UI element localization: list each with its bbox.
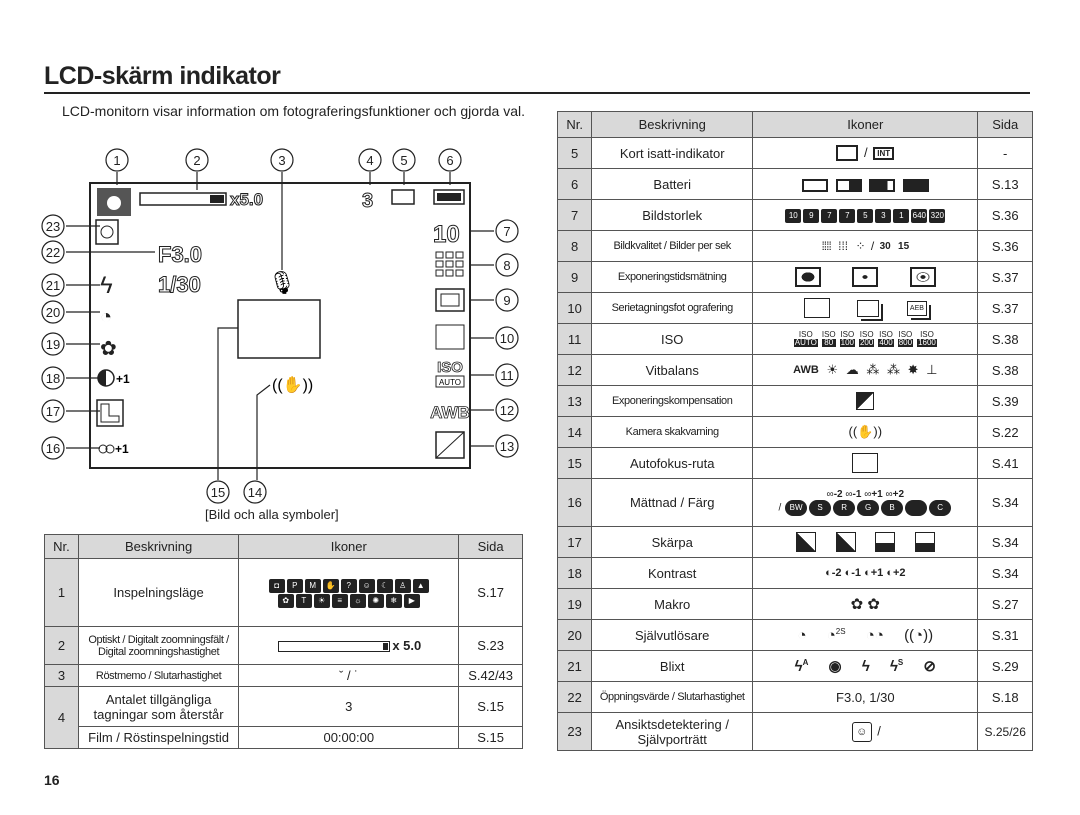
macro-icon: ✿	[100, 338, 117, 360]
fluorescent-h-icon: ⁂	[866, 362, 880, 378]
callout-9: 9	[503, 293, 511, 308]
lcd-iso: ISO	[437, 359, 463, 376]
program-mode-icon: P	[287, 579, 303, 593]
sharpness-vivid-icon	[915, 532, 935, 552]
figure-caption: [Bild och alla symboler]	[205, 507, 339, 522]
af-frame	[238, 300, 320, 358]
row-desc: Blixt	[592, 651, 753, 682]
flash-slow-icon: $ϟ^S$	[889, 658, 904, 675]
size-9m-icon: 9	[803, 209, 819, 223]
fine-icon: ⁞⁞⁞	[838, 239, 849, 254]
photo-help-icon: ?	[341, 579, 357, 593]
contrast-plus1-icon: ◐+1	[864, 567, 884, 579]
table-row	[558, 558, 1033, 589]
color-negative-icon	[905, 500, 927, 516]
row-page: S.22	[978, 417, 1033, 448]
color-bw-icon: BW	[785, 500, 807, 516]
iso-80-icon: ISO 80	[821, 330, 836, 348]
table-row	[558, 479, 1033, 527]
super-fine-icon: ⁞⁞⁞⁞	[821, 239, 831, 254]
row-page: S.37	[978, 262, 1033, 293]
callout-5: 5	[400, 153, 408, 168]
metering-icons	[753, 262, 978, 293]
sd-card-icon	[836, 145, 858, 161]
lcd-contrast: +1	[116, 372, 130, 386]
row-page: S.36	[978, 231, 1033, 262]
row-nr: 23	[558, 713, 592, 751]
row-page: S.36	[978, 200, 1033, 231]
battery-mid-icon	[836, 179, 862, 192]
callout-11: 11	[500, 368, 514, 383]
row-nr: 22	[558, 682, 592, 713]
aperture-shutter-value: F3.0, 1/30	[753, 682, 978, 713]
timer-2s-icon: ◔$^{2S}$	[826, 626, 846, 644]
contrast-minus1-icon: ◐-1	[844, 567, 862, 579]
person-icon: ♙	[395, 579, 411, 593]
metering-icon	[436, 289, 464, 311]
iso-1600-icon: ISO 1600	[918, 330, 936, 348]
battery-icons	[753, 169, 978, 200]
sharpness-icons	[753, 527, 978, 558]
row-desc: Kamera skakvarning	[592, 417, 753, 448]
row-page: S.15	[459, 687, 523, 727]
shake-warning-icon: ((✋))	[753, 417, 978, 448]
row-desc: Exponeringskompensation	[592, 386, 753, 417]
saturation-color-icons: ∞-2 ∞-1 ∞+1 ∞+2 / BW S R G B C	[753, 479, 978, 527]
normal-icon: ⁘	[855, 239, 866, 254]
color-green-icon: G	[857, 500, 879, 516]
row-desc: Optiskt / Digitalt zoomningsfält / Digital zoomningshastighet	[78, 627, 238, 665]
drive-mode-icons	[753, 293, 978, 324]
sunset-icon: ☀	[314, 594, 330, 608]
row-desc: Makro	[592, 589, 753, 620]
motion-timer-icon: ((◔))	[904, 626, 934, 644]
row-nr: 21	[558, 651, 592, 682]
row-page: S.23	[459, 627, 523, 665]
af-box-icon	[852, 453, 878, 473]
table-row	[45, 687, 523, 727]
size-7m-wide-icon: 7	[839, 209, 855, 223]
table-row	[45, 727, 523, 749]
macro-icon: ✿	[867, 596, 880, 613]
contrast-plus2-icon: ◐+2	[886, 567, 906, 579]
internal-memory-icon: INT	[873, 147, 894, 160]
contrast-half-icon	[98, 370, 106, 386]
page-title: LCD-skärm indikator	[44, 62, 281, 90]
row-page: S.37	[978, 293, 1033, 324]
flash-icons	[753, 651, 978, 682]
text-icon: T	[296, 594, 312, 608]
row-page: S.15	[459, 727, 523, 749]
row-nr: 19	[558, 589, 592, 620]
row-desc: Mättnad / Färg	[592, 479, 753, 527]
lcd-saturation: +1	[115, 442, 129, 456]
daylight-icon: ☀	[826, 362, 839, 378]
cloudy-icon: ☁	[845, 362, 859, 378]
beach-icon: ❄	[386, 594, 402, 608]
row-nr: 6	[558, 169, 592, 200]
self-timer-icon: ◔	[100, 306, 113, 328]
row-nr: 17	[558, 527, 592, 558]
camera-lens-icon	[107, 196, 121, 210]
sharpness-step-icon	[101, 404, 119, 422]
col-page: Sida	[459, 535, 523, 559]
zoom-indicator	[239, 627, 459, 665]
row-desc: Bildstorlek	[592, 200, 753, 231]
color-custom-icon: C	[929, 500, 951, 516]
ev-compensation-icon	[753, 386, 978, 417]
title-rule	[44, 92, 1030, 94]
auto-macro-icon: ✿	[850, 596, 864, 613]
row-nr: 12	[558, 355, 592, 386]
manual-mode-icon: M	[305, 579, 321, 593]
quality-icons: ⁞⁞⁞⁞ ⁞⁞⁞ ⁘ / 30 15	[753, 231, 978, 262]
row-desc: Serietagningsfot ografering	[592, 293, 753, 324]
row-page: S.27	[978, 589, 1033, 620]
backlight-icon: ☼	[350, 594, 366, 608]
row-desc: Film / Röstinspelningstid	[78, 727, 238, 749]
aeb-icon: AEB	[907, 301, 927, 316]
row-page: S.34	[978, 527, 1033, 558]
auto-mode-icon: ◘	[269, 579, 285, 593]
contrast-icons	[753, 558, 978, 589]
table-row	[558, 713, 1033, 751]
table-row	[558, 169, 1033, 200]
right-indicator-table	[557, 111, 1033, 751]
row-nr: 13	[558, 386, 592, 417]
row-nr: 11	[558, 324, 592, 355]
row-page: S.31	[978, 620, 1033, 651]
row-nr: 9	[558, 262, 592, 293]
memory-card-icons: / INT	[753, 138, 978, 169]
row-nr: 7	[558, 200, 592, 231]
row-page: -	[978, 138, 1033, 169]
iso-800-icon: ISO 800	[898, 330, 913, 348]
timer-10s-icon: ◔	[797, 626, 807, 644]
table-row	[558, 386, 1033, 417]
red-eye-icon: ◉	[828, 658, 842, 675]
table-row	[558, 293, 1033, 324]
voice-memo-icon: 🎙	[268, 270, 296, 295]
flash-auto-icon: $ϟ^A$	[794, 658, 809, 675]
row-nr: 1	[45, 559, 79, 627]
tungsten-icon: ✸	[907, 362, 919, 378]
callout-17: 17	[45, 404, 61, 419]
row-page: S.42/43	[459, 665, 523, 687]
callout-1: 1	[113, 153, 121, 168]
col-desc: Beskrivning	[592, 112, 753, 138]
callout-21: 21	[45, 278, 61, 293]
row-desc: Inspelningsläge	[78, 559, 238, 627]
contrast-minus2-icon: ◐-2	[825, 567, 842, 579]
spot-metering-icon	[852, 267, 878, 287]
table-row	[558, 527, 1033, 558]
dis-mode-icon: ✋	[323, 579, 339, 593]
iso-icons	[753, 324, 978, 355]
row-desc: Batteri	[592, 169, 753, 200]
lcd-shots: 3	[362, 190, 374, 212]
row-desc: Antalet tillgängliga tagningar som återstår	[78, 687, 238, 727]
row-nr: 5	[558, 138, 592, 169]
row-desc: Självutlösare	[592, 620, 753, 651]
row-page: S.18	[978, 682, 1033, 713]
intro-text: LCD-monitorn visar information om fotograferingsfunktioner och gjorda val.	[62, 103, 525, 119]
row-page: S.41	[978, 448, 1033, 479]
self-timer-icons	[753, 620, 978, 651]
table-row	[558, 417, 1033, 448]
table-row	[558, 324, 1033, 355]
color-sepia-icon: S	[809, 500, 831, 516]
face-icon	[101, 226, 113, 238]
center-metering-icon	[910, 267, 936, 287]
battery-full-icon	[802, 179, 828, 192]
flash-fill-icon: ϟ	[861, 658, 870, 675]
size-5m-icon: 5	[857, 209, 873, 223]
sharpness-normal-icon	[875, 532, 895, 552]
callout-4: 4	[366, 153, 374, 168]
shake-warning-icon: ((✋))	[272, 377, 314, 394]
metering-inner-icon	[441, 294, 459, 306]
color-red-icon: R	[833, 500, 855, 516]
lcd-shutter: 1/30	[158, 272, 201, 297]
col-icons: Ikoner	[753, 112, 978, 138]
landscape-icon: ▲	[413, 579, 429, 593]
iso-auto-icon: ISO AUTO	[794, 330, 817, 348]
size-7m-icon: 7	[821, 209, 837, 223]
row-nr: 20	[558, 620, 592, 651]
table-row	[558, 448, 1033, 479]
table-row	[558, 682, 1033, 713]
callout-12: 12	[499, 403, 515, 418]
row-page: S.29	[978, 651, 1033, 682]
callout-6: 6	[446, 153, 454, 168]
iso-400-icon: ISO 400	[879, 330, 893, 348]
fps-15-icon: 15	[898, 240, 910, 252]
col-desc: Beskrivning	[78, 535, 238, 559]
table-row	[558, 355, 1033, 386]
fluorescent-l-icon: ⁂	[886, 362, 900, 378]
face-detect-icon	[96, 220, 118, 244]
sharpness-soft2-icon	[836, 532, 856, 552]
row-nr: 16	[558, 479, 592, 527]
row-desc: Skärpa	[592, 527, 753, 558]
size-10m-icon: 10	[785, 209, 801, 223]
row-nr: 2	[45, 627, 79, 665]
fps-30-icon: 30	[879, 240, 891, 252]
col-nr: Nr.	[45, 535, 79, 559]
callout-7: 7	[503, 224, 511, 239]
iso-200-icon: ISO 200	[859, 330, 874, 348]
callout-2: 2	[193, 153, 201, 168]
callout-10: 10	[499, 331, 515, 346]
callout-3: 3	[278, 153, 286, 168]
white-balance-icons	[753, 355, 978, 386]
size-3m-icon: 3	[875, 209, 891, 223]
row-desc: Ansiktsdetektering / Självporträtt	[592, 713, 753, 751]
row-nr: 10	[558, 293, 592, 324]
row-page: S.17	[459, 559, 523, 627]
left-indicator-table	[44, 534, 523, 749]
iso-100-icon: ISO 100	[840, 330, 855, 348]
row-desc: ISO	[592, 324, 753, 355]
lcd-image-size: 10	[433, 221, 460, 248]
movie-icon: ▶	[404, 594, 420, 608]
voice-shutter-icons: ˇ / ˙	[239, 665, 459, 687]
callout-19: 19	[45, 337, 61, 352]
night-icon: ☾	[377, 579, 393, 593]
shots-remaining: 3	[239, 687, 459, 727]
table-row	[558, 651, 1033, 682]
table-row	[558, 231, 1033, 262]
af-frame-icon	[753, 448, 978, 479]
face-detect-icon: ☺	[852, 722, 872, 742]
zoom-value: x 5.0	[392, 638, 422, 653]
fireworks-icon: ✺	[368, 594, 384, 608]
row-desc: Bildkvalitet / Bilder per sek	[592, 231, 753, 262]
col-nr: Nr.	[558, 112, 592, 138]
row-desc: Vitbalans	[592, 355, 753, 386]
saturation-minus2-icon: ∞-2	[826, 489, 843, 500]
row-desc: Kort isatt-indikator	[592, 138, 753, 169]
continuous-icon	[857, 300, 879, 317]
recording-time: 00:00:00	[239, 727, 459, 749]
timer-double-icon: ◔◔	[865, 626, 884, 644]
callout-22: 22	[45, 245, 61, 260]
row-nr: 8	[558, 231, 592, 262]
row-desc: Kontrast	[592, 558, 753, 589]
table-row	[558, 138, 1033, 169]
callout-lines	[66, 172, 494, 480]
dawn-icon: ≡	[332, 594, 348, 608]
image-size-icons	[753, 200, 978, 231]
zoom-bar-fill	[210, 195, 224, 203]
row-page: S.34	[978, 479, 1033, 527]
saturation-plus2-icon: ∞+2	[885, 489, 905, 500]
lcd-aperture: F3.0	[158, 242, 203, 267]
callout-15: 15	[210, 485, 226, 500]
memory-card-icon	[392, 190, 414, 204]
callout-18: 18	[45, 371, 61, 386]
col-icons: Ikoner	[239, 535, 459, 559]
table-row	[45, 627, 523, 665]
callout-16: 16	[45, 441, 61, 456]
col-page: Sida	[978, 112, 1033, 138]
row-desc: Exponeringstidsmätning	[592, 262, 753, 293]
size-320-icon: 320	[929, 209, 945, 223]
callout-13: 13	[499, 439, 515, 454]
ev-diagonal-icon	[436, 432, 464, 458]
lcd-frame	[90, 183, 470, 468]
row-desc: Röstmemo / Slutarhastighet	[78, 665, 238, 687]
row-page: S.38	[978, 355, 1033, 386]
callout-20: 20	[45, 305, 61, 320]
battery-low-icon	[869, 179, 895, 192]
lcd-diagram	[40, 145, 530, 505]
battery-level-icon	[437, 193, 461, 201]
callout-8: 8	[503, 258, 511, 273]
flash-off-icon: ⊘	[923, 658, 936, 675]
quality-icon	[436, 252, 463, 276]
recording-mode-icons	[239, 559, 459, 627]
table-row	[558, 262, 1033, 293]
row-page: S.13	[978, 169, 1033, 200]
portrait-icon: ☺	[359, 579, 375, 593]
size-1m-icon: 1	[893, 209, 909, 223]
lcd-iso-sub: AUTO	[438, 378, 462, 387]
custom-wb-icon: ⊥	[926, 362, 938, 378]
row-nr: 4	[45, 687, 79, 749]
row-nr: 3	[45, 665, 79, 687]
row-nr: 18	[558, 558, 592, 589]
single-shot-icon	[804, 298, 830, 318]
size-640-icon: 640	[911, 209, 927, 223]
table-row	[558, 620, 1033, 651]
ev-icon	[856, 392, 874, 410]
callout-14: 14	[247, 485, 263, 500]
lcd-zoom: x5.0	[230, 190, 264, 209]
lcd-wb: AWB	[430, 403, 470, 422]
row-page: S.39	[978, 386, 1033, 417]
drive-mode-icon	[436, 325, 464, 349]
flash-icon: ϟ	[100, 272, 113, 299]
row-desc: Autofokus-ruta	[592, 448, 753, 479]
battery-empty-icon	[903, 179, 929, 192]
close-up-icon: ✿	[278, 594, 294, 608]
row-nr: 15	[558, 448, 592, 479]
table-row	[45, 665, 523, 687]
row-nr: 14	[558, 417, 592, 448]
table-row	[45, 559, 523, 627]
saturation-minus1-icon: ∞-1	[845, 489, 862, 500]
callout-23: 23	[45, 219, 61, 234]
row-desc: Öppningsvärde / Slutarhastighet	[592, 682, 753, 713]
row-page: S.38	[978, 324, 1033, 355]
saturation-plus1-icon: ∞+1	[864, 489, 883, 500]
awb-icon: AWB	[793, 364, 819, 377]
color-blue-icon: B	[881, 500, 903, 516]
table-row	[558, 589, 1033, 620]
page-number: 16	[44, 772, 60, 788]
sharpness-soft-icon	[796, 532, 816, 552]
macro-icons	[753, 589, 978, 620]
table-row	[558, 200, 1033, 231]
multi-metering-icon	[795, 267, 821, 287]
face-detection-icons: ☺ /	[753, 713, 978, 751]
zoom-bar-icon	[278, 641, 390, 652]
row-page: S.25/26	[978, 713, 1033, 751]
row-page: S.34	[978, 558, 1033, 589]
